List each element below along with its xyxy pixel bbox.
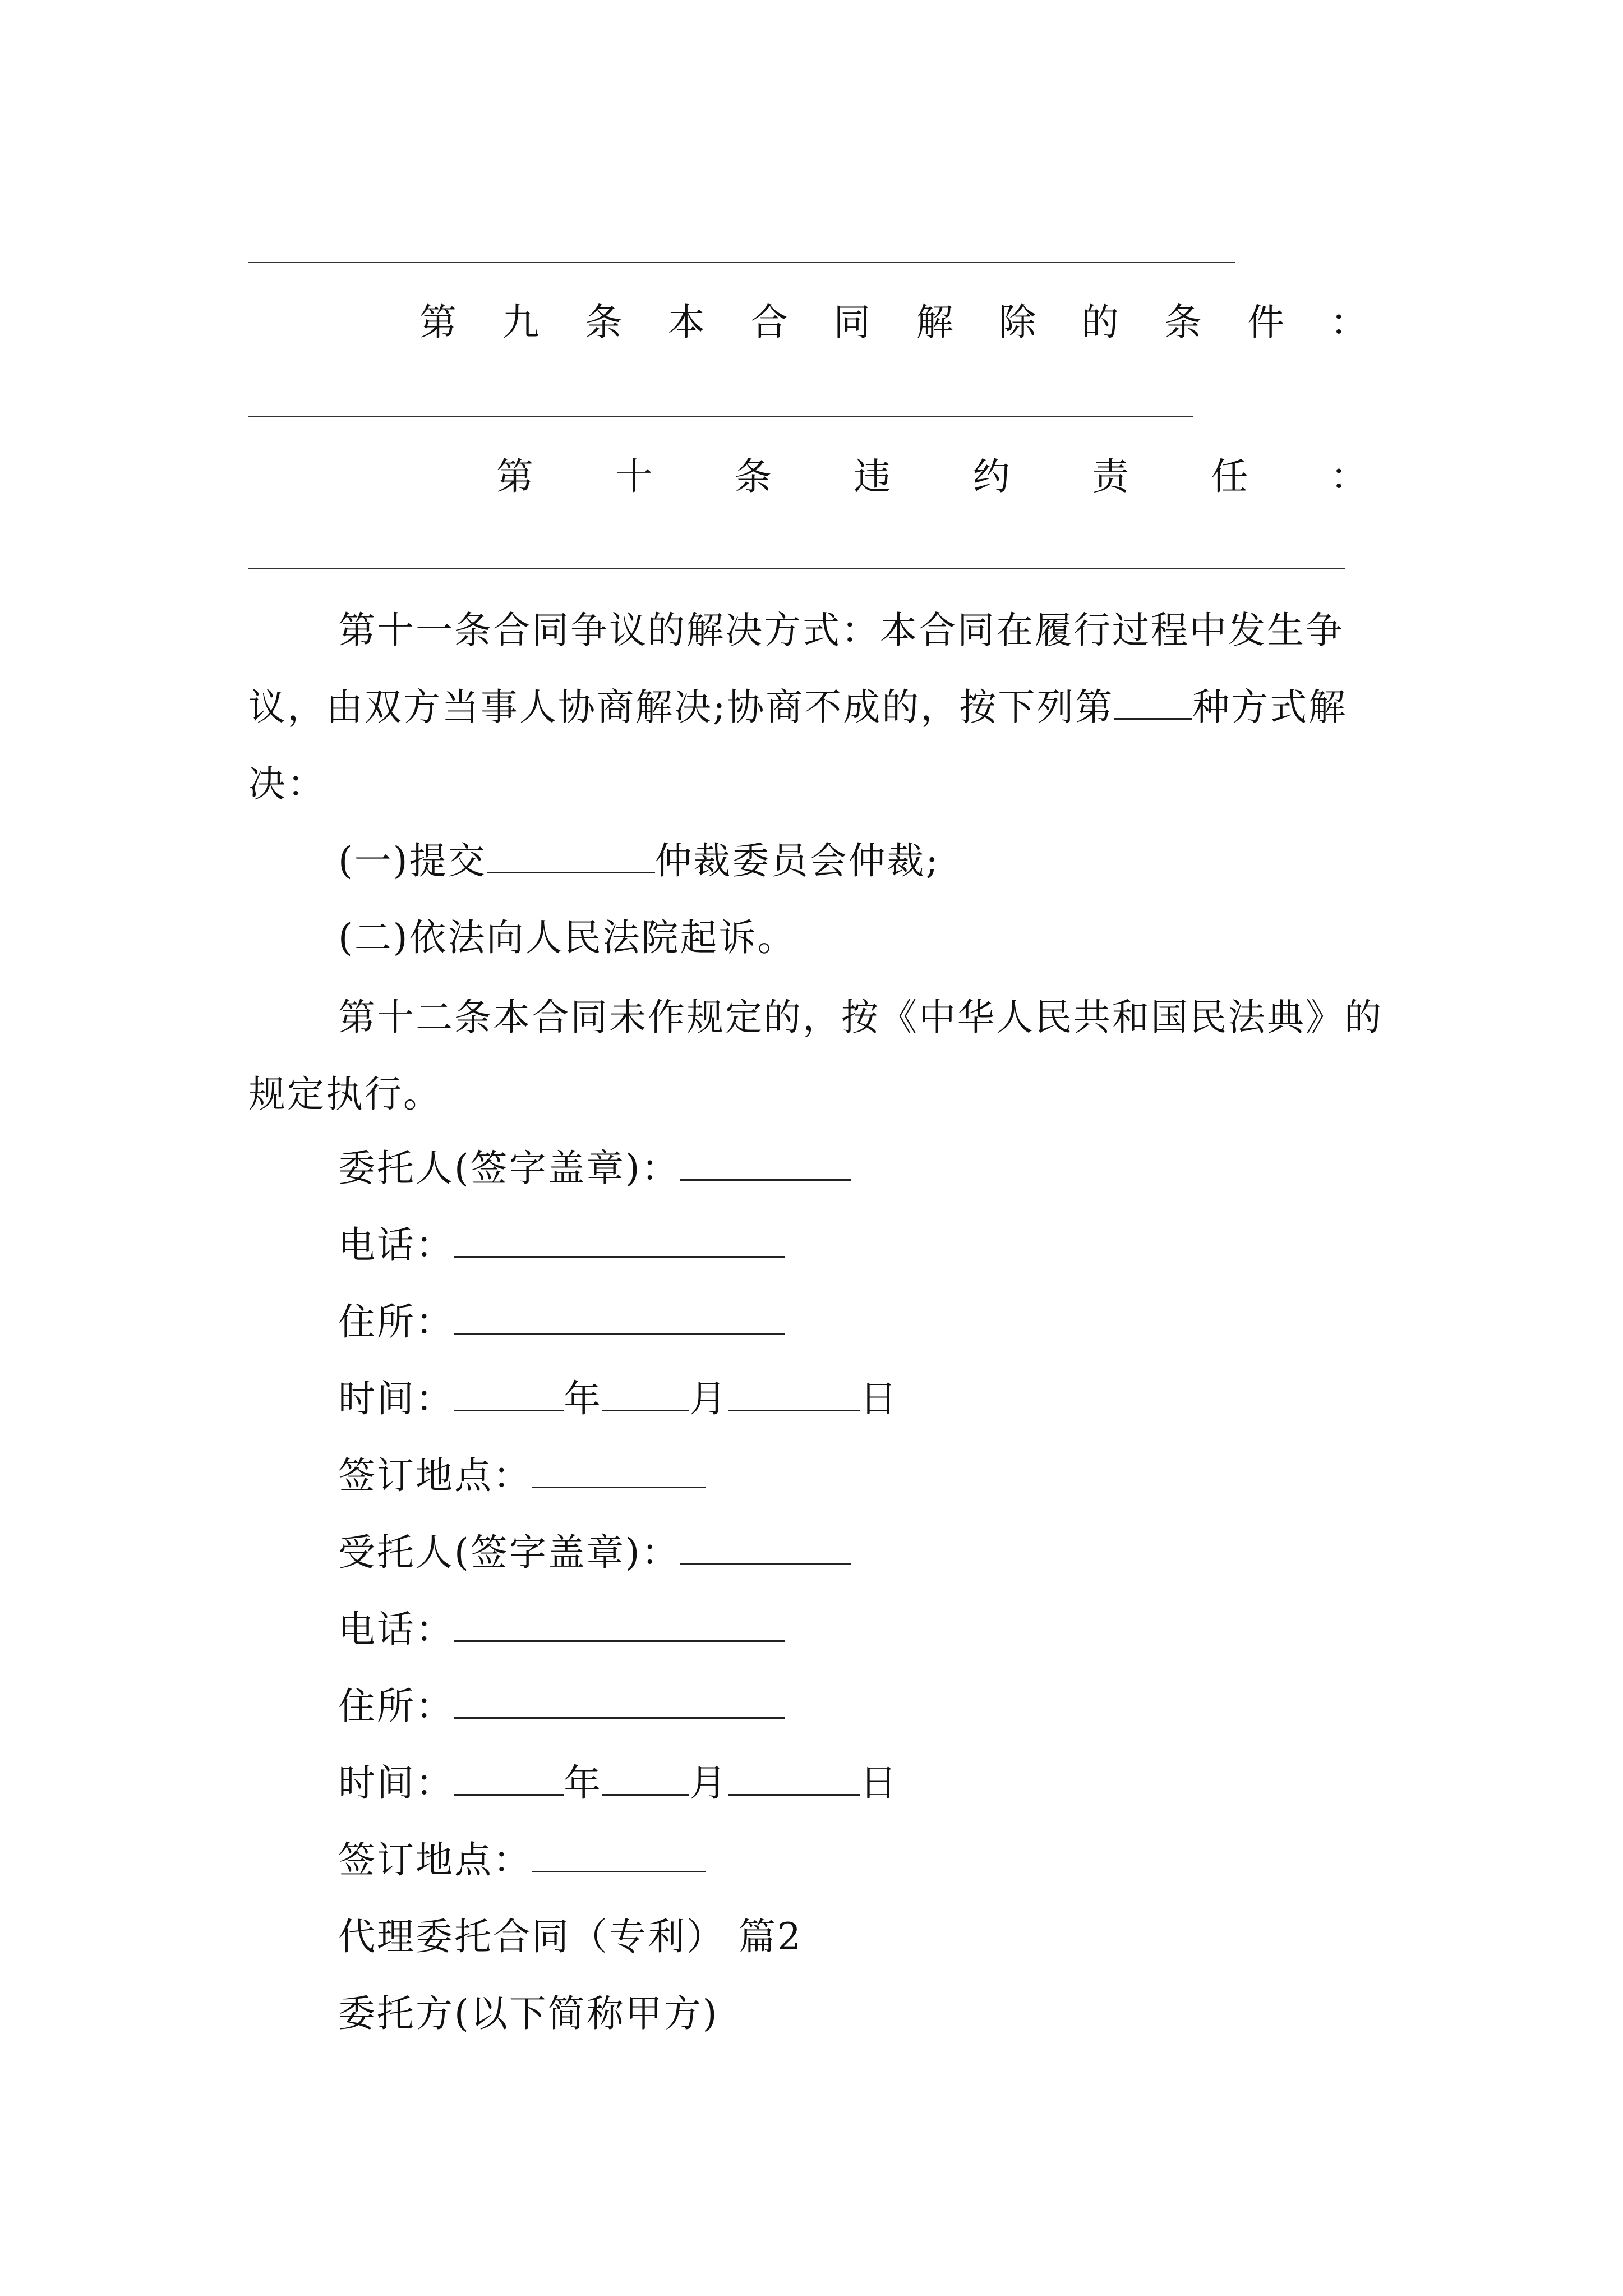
- char: 解: [916, 301, 953, 344]
- char: ：: [1330, 455, 1367, 498]
- blank-line: [454, 1301, 785, 1335]
- char: 第: [419, 301, 457, 344]
- option-1-prefix: (一)提交: [338, 839, 487, 882]
- year-label: 年: [564, 1761, 602, 1805]
- blank-line: [454, 1686, 785, 1719]
- char: 第: [496, 455, 533, 498]
- blank-line: [532, 1455, 706, 1488]
- char: 责: [1092, 455, 1129, 498]
- article-11-text: 第十一条合同争议的解决方式：本合同在履行过程中发生争议，由双方当事人协商解决;协商不成的，按下列第: [248, 609, 1344, 729]
- char: 违: [854, 455, 891, 498]
- agent-address: [338, 1684, 785, 1729]
- char: 条: [585, 301, 623, 344]
- blank-line: [602, 1763, 689, 1796]
- blank-line: [487, 840, 655, 873]
- agent-time-label: 时间：: [338, 1761, 454, 1805]
- agent-place-label: 签订地点：: [338, 1838, 532, 1881]
- agent-sign: [338, 1530, 851, 1575]
- principal-phone-label: 电话：: [338, 1223, 454, 1267]
- char: 除: [999, 301, 1036, 344]
- blank-line: [728, 1378, 860, 1411]
- day-label: 日: [860, 1761, 898, 1805]
- section-first-line-text: 委托方(以下简称甲方): [338, 1992, 719, 2035]
- char: ：: [1330, 301, 1367, 344]
- char: 合: [750, 301, 788, 344]
- blank-line: [728, 1763, 860, 1796]
- blank-line: [454, 1225, 785, 1258]
- char: 同: [833, 301, 871, 344]
- agent-phone-label: 电话：: [338, 1608, 454, 1651]
- section-title-text: 代理委托合同（专利） 篇2: [338, 1915, 803, 1958]
- blank-line: [680, 1532, 851, 1565]
- principal-place-label: 签订地点：: [338, 1454, 532, 1497]
- principal-address-label: 住所：: [338, 1300, 454, 1343]
- agent-sign-label: 受托人(签字盖章)：: [338, 1531, 680, 1574]
- month-label: 月: [689, 1761, 728, 1805]
- char: 约: [972, 455, 1010, 498]
- option-2: [338, 915, 796, 960]
- article-10-heading: [496, 454, 1367, 499]
- article-12-paragraph: [248, 979, 1393, 1133]
- agent-place: [338, 1838, 706, 1883]
- principal-address: [338, 1300, 785, 1345]
- section-title: [338, 1915, 803, 1959]
- principal-place: [338, 1453, 706, 1498]
- principal-sign-label: 委托人(签字盖章)：: [338, 1147, 680, 1190]
- agent-address-label: 住所：: [338, 1685, 454, 1728]
- blank-line: [248, 568, 1345, 569]
- char: 九: [502, 301, 540, 344]
- article-11-text-end: 种方式解决：: [248, 685, 1348, 806]
- option-1: [338, 839, 940, 884]
- blank-line: [532, 1839, 706, 1872]
- blank-line: [680, 1148, 851, 1181]
- blank-line: [248, 262, 1235, 263]
- month-label: 月: [689, 1377, 728, 1420]
- blank-line: [454, 1609, 785, 1642]
- char: 的: [1082, 301, 1119, 344]
- agent-time: [338, 1761, 898, 1806]
- char: 任: [1211, 455, 1248, 498]
- article-9-heading: [419, 300, 1367, 345]
- day-label: 日: [860, 1377, 898, 1420]
- article-12-text: 第十二条本合同未作规定的，按《中华人民共和国民法典》的规定执行。: [248, 996, 1383, 1116]
- year-label: 年: [564, 1377, 602, 1420]
- principal-time: [338, 1377, 898, 1421]
- blank-line: [248, 416, 1193, 417]
- char: 十: [615, 455, 653, 498]
- blank-line: [454, 1763, 564, 1796]
- blank-line: [1114, 687, 1192, 720]
- agent-phone: [338, 1607, 785, 1652]
- blank-line: [454, 1378, 564, 1411]
- principal-sign: [338, 1146, 851, 1191]
- char: 本: [667, 301, 705, 344]
- section-first-line: [338, 1991, 719, 2036]
- char: 件: [1247, 301, 1285, 344]
- article-11-paragraph: [248, 592, 1393, 822]
- option-1-suffix: 仲裁委员会仲裁;: [654, 839, 940, 882]
- char: 条: [734, 455, 772, 498]
- char: 条: [1164, 301, 1202, 344]
- principal-phone: [338, 1223, 785, 1268]
- blank-line: [602, 1378, 689, 1411]
- option-2-text: (二)依法向人民法院起诉。: [338, 916, 796, 959]
- principal-time-label: 时间：: [338, 1377, 454, 1420]
